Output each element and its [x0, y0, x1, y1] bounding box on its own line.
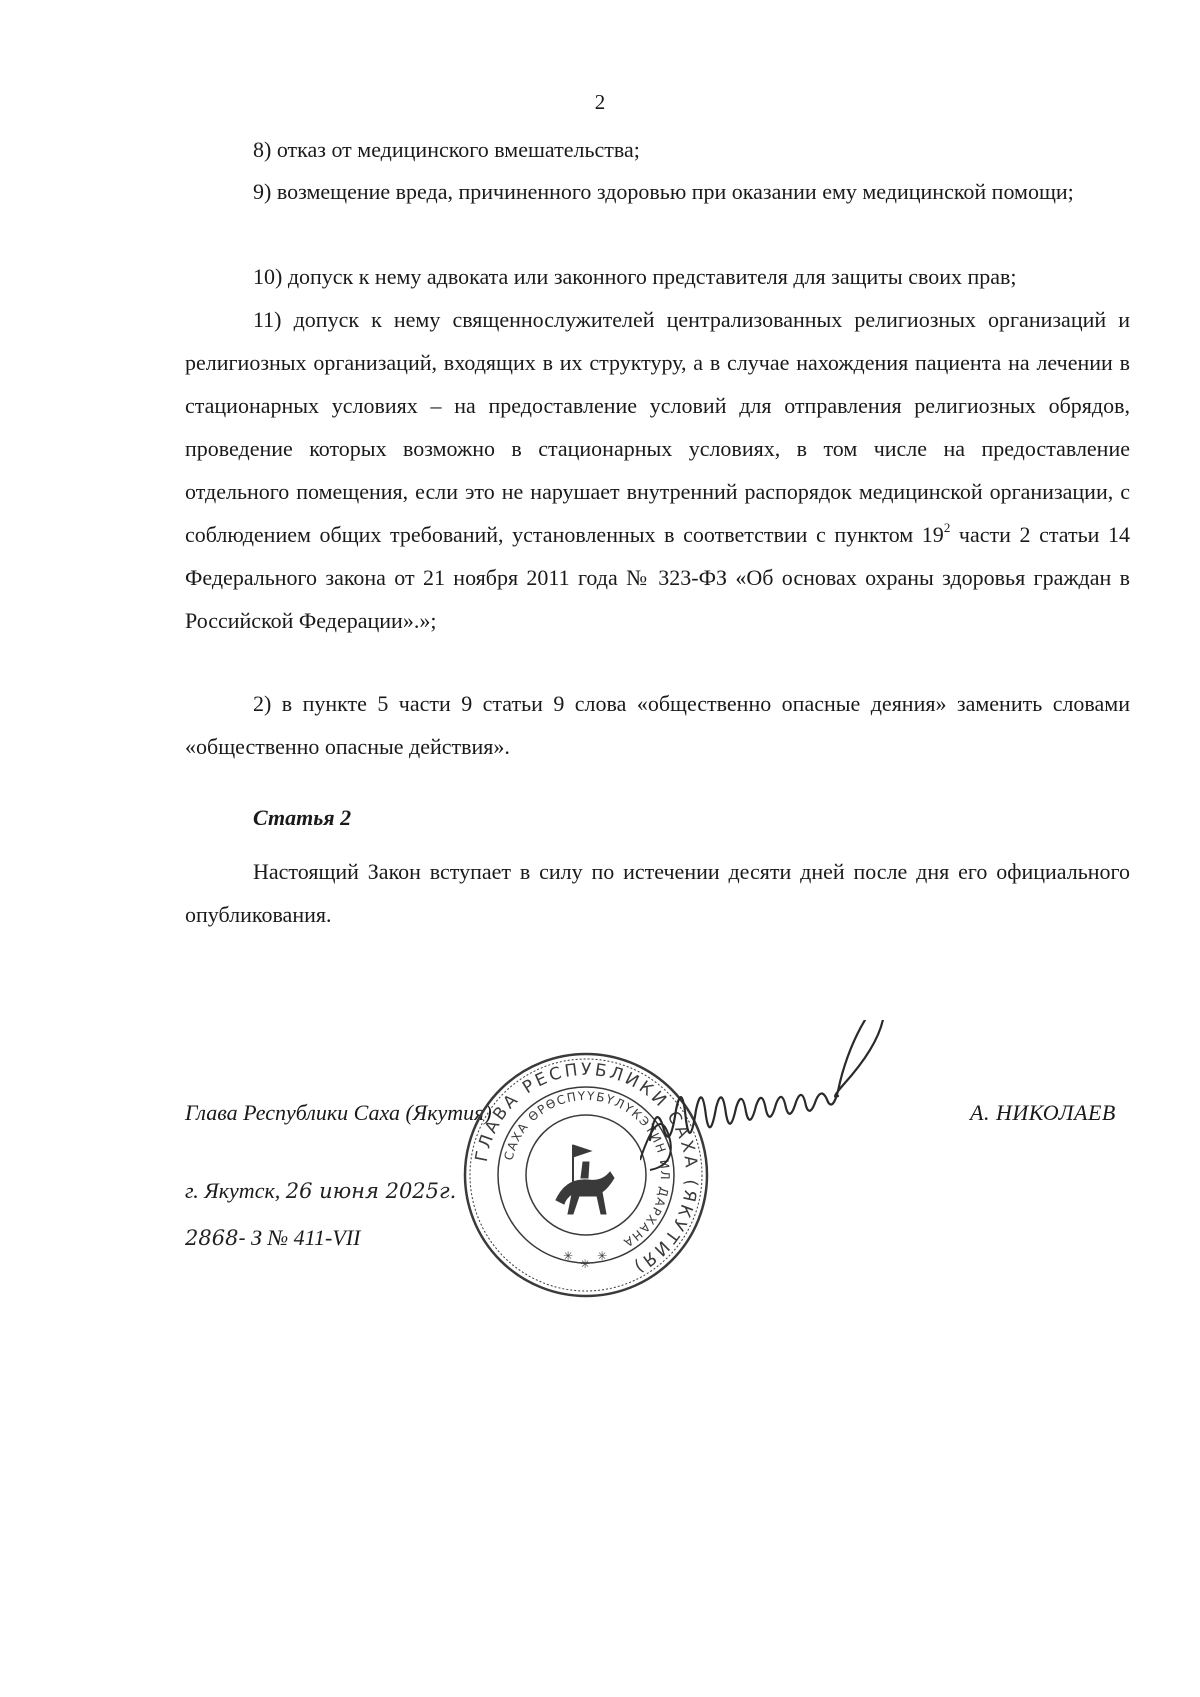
place: г. Якутск,: [185, 1178, 286, 1203]
page-number: 2: [594, 90, 606, 114]
svg-text:✳: ✳: [580, 1257, 591, 1271]
signature-stroke: [650, 1020, 884, 1140]
signature-initial: [640, 1124, 671, 1170]
handwritten-signature: [640, 1020, 1000, 1180]
seal-emblem-horseman: [556, 1145, 614, 1214]
place-and-date: [185, 1178, 456, 1204]
article-2-text: Настоящий Закон вступает в силу по истечении десяти дней после дня его официального опубликования.: [185, 859, 1130, 927]
article-2-heading: Статья 2: [253, 805, 352, 830]
signatory-name: А. НИКОЛАЕВ: [970, 1100, 1116, 1125]
list-item-10: 10) допуск к нему адвоката или законного представителя для защиты своих прав;: [253, 264, 1017, 289]
superscript: 2: [943, 519, 951, 535]
printed-reg-number: З № 411-VII: [245, 1225, 361, 1250]
list-item-8: 8) отказ от медицинского вмешательства;: [253, 137, 640, 162]
seal-outer-text: ГЛАВА РЕСПУБЛИКИ САХА (ЯКУТИЯ): [471, 1059, 702, 1278]
svg-text:✳: ✳: [563, 1249, 574, 1263]
svg-text:✳: ✳: [597, 1249, 608, 1263]
handwritten-reg-number: 2868-: [185, 1226, 246, 1250]
list-item-11: [185, 298, 1130, 642]
list-item-9: 9) возмещение вреда, причиненного здоровью при оказании ему медицинской помощи;: [253, 179, 1074, 204]
handwritten-date: 26 июня 2025г.: [285, 1179, 457, 1203]
signatory-title: Глава Республики Саха (Якутия): [185, 1100, 492, 1125]
seal-stars: [563, 1249, 607, 1271]
amendment-point-2: 2) в пункте 5 части 9 статьи 9 слова «общественно опасные деяния» заменить словами «общественно опасные действия».: [185, 691, 1130, 759]
seal-inner-text: САХА ӨРӨСПҮҮБҮЛҮКЭТИН ИЛ ДАРХАНА: [501, 1088, 673, 1251]
list-item-11-part-b: части 2 статьи 14 Федерального закона от 21 ноября 2011 года № 323-ФЗ «Об основах охраны здоровья граждан в Российской Федерации».»;: [185, 522, 1131, 633]
list-item-11-part-a: 11) допуск к нему священнослужителей централизованных религиозных организаций и религиозных организаций, входящих в их структуру, а в случае нахождения пациента на лечении в стационарных условиях – на предоставление условий для отправления религиозных обрядов, проведение которых возможно в стационарных условиях, в том числе на предоставление отдельного помещения, если это не нарушает внутренний распорядок медицинской организации, с соблюдением общих требований, установленных в соответствии с пунктом 19: [185, 307, 1130, 547]
registration-number: [185, 1225, 360, 1251]
